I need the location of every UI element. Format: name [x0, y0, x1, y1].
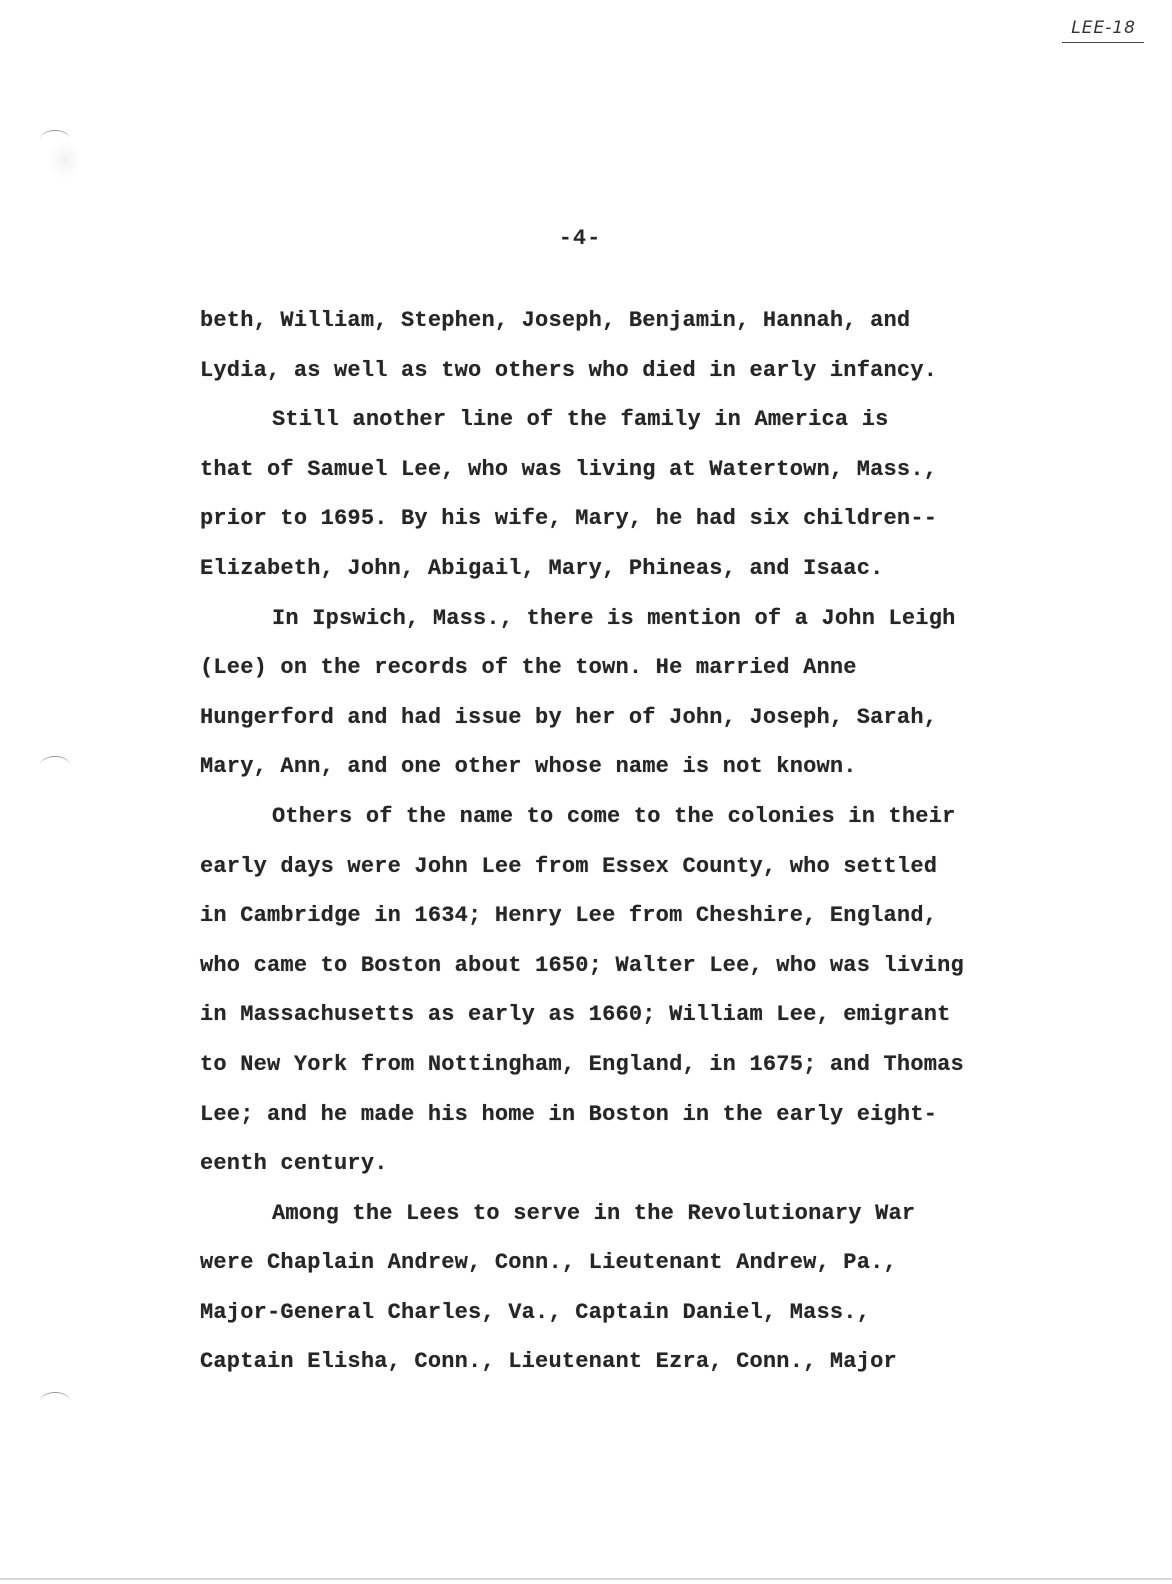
text-line: to New York from Nottingham, England, in 1675; and Thomas: [200, 1051, 964, 1077]
text-line: eenth century.: [200, 1151, 388, 1177]
body-text: [200, 296, 1100, 1387]
text-line: Hungerford and had issue by her of John, Joseph, Sarah,: [200, 704, 938, 730]
text-line: prior to 1695. By his wife, Mary, he had six children--: [200, 506, 938, 532]
text-line: in Massachusetts as early as 1660; William Lee, emigrant: [200, 1002, 951, 1028]
text-line: Elizabeth, John, Abigail, Mary, Phineas, and Isaac.: [200, 555, 884, 581]
text-line: in Cambridge in 1634; Henry Lee from Cheshire, England,: [200, 903, 938, 929]
text-line: that of Samuel Lee, who was living at Watertown, Mass.,: [200, 456, 938, 482]
text-line: early days were John Lee from Essex County, who settled: [200, 853, 938, 879]
text-line: Still another line of the family in America is: [272, 407, 889, 433]
text-line: (Lee) on the records of the town. He married Anne: [200, 655, 857, 681]
page-bottom-edge: [0, 1578, 1172, 1580]
punch-hole-mark-middle: [40, 756, 70, 775]
text-line: Lydia, as well as two others who died in early infancy.: [200, 357, 938, 383]
document-id-underline: [1062, 42, 1144, 43]
text-line: who came to Boston about 1650; Walter Lee, who was living: [200, 952, 964, 978]
punch-hole-mark-bottom: [40, 1392, 70, 1411]
punch-hole-mark-top: [40, 130, 70, 149]
document-id-label: LEE-18: [1071, 18, 1136, 38]
text-line: Captain Elisha, Conn., Lieutenant Ezra, Conn., Major: [200, 1349, 897, 1375]
text-line: Mary, Ann, and one other whose name is not known.: [200, 754, 857, 780]
text-line: In Ipswich, Mass., there is mention of a John Leigh: [272, 605, 956, 631]
text-line: beth, William, Stephen, Joseph, Benjamin, Hannah, and: [200, 308, 911, 333]
text-line: Others of the name to come to the colonies in their: [272, 803, 956, 829]
text-line: Among the Lees to serve in the Revolutionary War: [272, 1200, 916, 1226]
page-number: -4-: [558, 226, 602, 251]
text-line: Lee; and he made his home in Boston in the early eight-: [200, 1101, 938, 1127]
text-line: were Chaplain Andrew, Conn., Lieutenant Andrew, Pa.,: [200, 1250, 897, 1276]
text-line: Major-General Charles, Va., Captain Daniel, Mass.,: [200, 1299, 871, 1325]
